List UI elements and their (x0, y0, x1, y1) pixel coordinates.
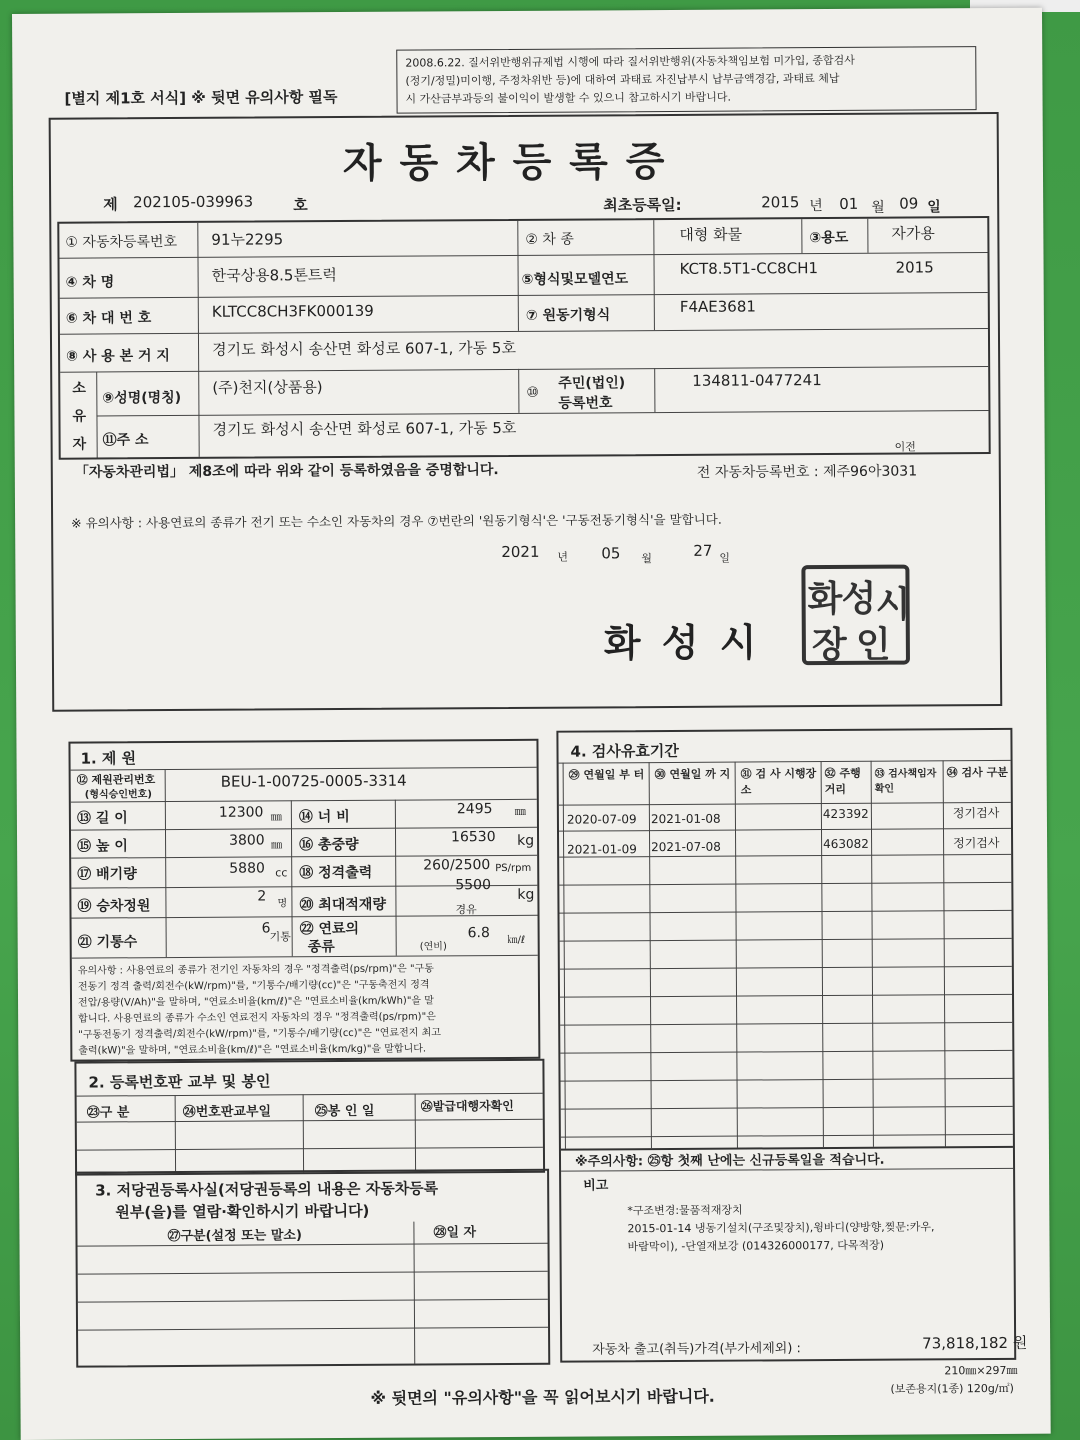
row-divider (77, 1119, 543, 1123)
owner-label-2: 유 (72, 408, 87, 425)
row-divider (77, 1147, 543, 1151)
col-divider (653, 220, 655, 330)
issue-year-unit: 년 (557, 550, 569, 564)
col-divider (415, 1094, 416, 1172)
value-engine: F4AE3681 (679, 297, 756, 316)
spec-note-4: 합니다. 사용연료의 종류가 수소인 연료전지 자동차의 경우 "정격출력(ps/rpm)"은 (78, 1011, 436, 1025)
value-length: 12300 (218, 804, 264, 821)
first-reg-day: 09 (899, 194, 919, 213)
label-efficiency: (연비) (419, 941, 447, 953)
col-divider (735, 762, 738, 1148)
mortgage-title-1: 3. 저당권등록사실(저당권등록의 내용은 자동차등록 (95, 1179, 439, 1200)
reg-no-suffix: 호 (293, 196, 308, 215)
unit-efficiency: ㎞/ℓ (507, 934, 526, 946)
inspection-header-kind: ㉞ 검사 구분 (946, 765, 1008, 780)
seal-char: 인 (855, 624, 891, 666)
inspection-table (556, 728, 1028, 1363)
issue-day-unit: 일 (719, 551, 731, 565)
prev-reg-no: 전 자동차등록번호 : 제주96아3031 (696, 463, 918, 481)
row-divider (78, 1243, 548, 1247)
price-value: 73,818,182 원 (922, 1333, 1028, 1353)
col-divider (517, 221, 519, 331)
warning-line-3: 시 가산금부과등의 불이익이 발생할 수 있으니 참고하시기 바랍니다. (405, 90, 732, 106)
label-vin: ⑥ 차 대 번 호 (65, 310, 152, 327)
label-reg-no: ① 자동차등록번호 (65, 233, 178, 251)
value-owner-address: 경기도 화성시 송산면 화성로 607-1, 가동 5호 (212, 418, 517, 439)
label-length: ⑬ 길 이 (76, 810, 128, 827)
label-engine: ⑦ 원동기형식 (525, 307, 611, 324)
inspection-row-1-kind: 정기검사 (952, 805, 1000, 821)
caution-text: ※ 유의사항 : 사용연료의 종류가 전기 또는 수소인 자동차의 경우 ⑦번란의 '원동기형식'은 '구동전동기형식'을 말합니다. (71, 511, 722, 531)
inspection-row-2-km: 463082 (823, 836, 869, 852)
value-gross: 16530 (450, 829, 496, 846)
value-power: 260/2500 (423, 857, 491, 874)
plate-table (74, 1059, 545, 1176)
warning-line-1: 2008.6.22. 질서위반행위규제법 시행에 따라 질서위반행위(자동차책임보험 미가입, 종합검사 (405, 53, 855, 70)
row-divider (72, 955, 538, 959)
spec-section-title: 1. 제 원 (80, 749, 137, 768)
label-owner-name: ⑨성명(명칭) (102, 389, 182, 407)
remarks-label: 비고 (583, 1178, 609, 1194)
col-divider (563, 763, 566, 1149)
label-corp-no-num: ⑩ (526, 384, 539, 401)
value-reg-no: 91누2295 (211, 230, 284, 249)
inspection-row-2-kind: 정기검사 (953, 835, 1000, 851)
value-cylinders: 6 (261, 920, 271, 937)
value-car-type: 대형 화물 (679, 225, 743, 244)
read-back-notice: ※ 뒷면의 "유의사항"을 꼭 읽어보시기 바랍니다. (370, 1386, 715, 1408)
inspection-row-1-km: 423392 (822, 806, 869, 822)
value-car-name: 한국상용8.5톤트럭 (211, 266, 337, 285)
mortgage-header-date: ㉘일 자 (433, 1225, 477, 1241)
label-corp-no-1: 주민(법인) (558, 375, 626, 392)
price-label: 자동차 출고(취득)가격(부가세제외) : (592, 1341, 801, 1358)
warning-box (396, 46, 976, 114)
inspection-header-mileage: ㉜ 주행 거리 (824, 766, 861, 797)
first-reg-month-unit: 월 (871, 199, 885, 216)
seal-char: 장 (811, 624, 847, 667)
value-base-location: 경기도 화성시 송산면 화성로 607-1, 가동 5호 (211, 338, 516, 359)
spec-note-5: "구동전동기 정격출력/회전수(kW/rpm)"를, "기통수/배기량(cc)"은 "연료전지 최고 (78, 1027, 441, 1041)
value-owner-name: (주)천지(상품용) (212, 378, 323, 397)
unit-seats: 명 (277, 898, 288, 910)
inspection-row-1-from: 2020-07-09 (566, 812, 637, 827)
label-mgmt-no: ⑫ 제원관리번호 (76, 773, 156, 787)
first-reg-year-unit: 년 (809, 198, 823, 215)
label-gross: ⑯ 총중량 (299, 836, 359, 854)
value-seats: 2 (257, 888, 267, 905)
label-seats: ⑲ 승차정원 (77, 898, 151, 915)
plate-header-seal-date: ㉕봉 인 일 (314, 1103, 375, 1120)
row-divider (78, 1299, 548, 1303)
col-divider (654, 368, 655, 412)
value-displacement: 5880 (229, 860, 265, 877)
label-car-name: ④ 차 명 (65, 274, 115, 291)
plate-header-issue-date: ㉔번호판교부일 (182, 1104, 272, 1120)
unit-height: ㎜ (271, 838, 283, 852)
seal-char: 화 (807, 578, 843, 621)
spec-note-6: 출력(kW)"을 말하며, "연료소비율(km/ℓ)"은 "연료소비율(km/kg)"을 말합니다. (78, 1043, 427, 1057)
plate-header-agent: ㉖발급대행자확인 (420, 1098, 514, 1114)
label-model: ⑤형식및모델연도 (521, 271, 629, 288)
reg-no-prefix: 제 (103, 195, 118, 214)
spec-note-2: 전동기 정격 출력/회전수(kW/rpm)"를, "기통수/배기량(cc)"은 "구동축전지 정격 (77, 979, 430, 993)
first-reg-day-unit: 일 (927, 199, 941, 216)
row-divider (96, 410, 988, 416)
mortgage-title-2: 원부(을)를 열람·확인하시기 바랍니다) (115, 1201, 370, 1222)
inspection-row-2-from: 2021-01-09 (567, 842, 637, 857)
value-corp-no: 134811-0477241 (692, 371, 822, 390)
mortgage-header-type: ㉗구분(설정 또는 말소) (167, 1228, 302, 1245)
label-corp-no-2: 등록번호 (558, 395, 613, 412)
label-base-location: ⑧ 사 용 본 거 지 (66, 348, 170, 365)
paper-size: 210㎜×297㎜ (944, 1363, 1018, 1378)
remarks-line-1: *구조변경:물품적재장치 (627, 1203, 743, 1218)
first-reg-year: 2015 (761, 193, 800, 212)
col-divider (303, 1094, 304, 1172)
col-divider (867, 219, 868, 253)
row-divider (78, 1271, 548, 1275)
warning-line-2: (정기/정밀)미이행, 주정차위반 등)에 대하여 과태료 자진납부시 납부금액경감, 과태료 체납 (405, 71, 840, 88)
col-divider (291, 800, 293, 956)
label-mgmt-no-2: (형식승인번호) (84, 789, 152, 801)
issue-year: 2021 (501, 542, 540, 562)
inspection-header-from: ㉙ 연월일 부 터 (568, 768, 645, 782)
col-divider (518, 369, 519, 413)
unit-displacement: cc (275, 866, 288, 880)
label-width: ⑭ 너 비 (298, 808, 350, 826)
plate-header-category: ㉓구 분 (86, 1105, 130, 1121)
label-power: ⑱ 정격출력 (299, 864, 373, 882)
value-model-year: 2015 (895, 258, 934, 277)
vehicle-info-table (57, 216, 990, 460)
row-divider (60, 366, 988, 373)
unit-length: ㎜ (270, 810, 282, 824)
col-divider (871, 761, 874, 1147)
unit-gross: kg (517, 832, 535, 849)
row-divider (77, 1093, 543, 1097)
inspection-section-title: 4. 검사유효기간 (570, 741, 679, 761)
owner-label-3: 자 (72, 436, 87, 453)
remarks-line-3: 바람막이), -단열재보강 (014326000177, 다목적장) (627, 1238, 885, 1254)
seal-char: 시 (875, 584, 911, 626)
inspection-header-to: ㉚ 연월일 까 지 (654, 767, 731, 782)
official-seal (801, 565, 910, 666)
value-usage: 자가용 (891, 224, 935, 243)
label-car-type: ② 차 종 (525, 231, 574, 248)
row-divider (71, 767, 537, 771)
form-label: [별지 제1호 서식] ※ 뒷면 유의사항 필독 (64, 88, 338, 108)
value-width: 2495 (456, 801, 493, 818)
value-efficiency: 6.8 (467, 925, 490, 942)
label-fuel-2: 종류 (307, 939, 335, 956)
value-model: KCT8.5T1-CC8CH1 (679, 259, 819, 278)
unit-max-load: kg (517, 886, 535, 903)
spec-table (68, 739, 540, 1062)
unit-cylinders: 기통 (269, 930, 291, 944)
seal-char: 성 (841, 578, 877, 620)
document-title: 자 동 차 등 록 증 (342, 139, 667, 187)
row-divider (60, 328, 988, 335)
reg-no: 202105-039963 (133, 192, 254, 212)
label-cylinders: ㉑ 기통수 (77, 934, 138, 951)
plate-section-title: 2. 등록번호판 교부 및 봉인 (88, 1072, 271, 1092)
label-usage: ③용도 (809, 229, 849, 247)
row-divider (78, 1327, 548, 1331)
issue-day: 27 (693, 541, 713, 560)
inspection-note: ※주의사항: ㉕항 첫째 난에는 신규등록일을 적습니다. (574, 1152, 885, 1170)
owner-label-1: 소 (72, 380, 86, 397)
registration-certificate (12, 8, 1051, 1440)
row-divider (59, 252, 987, 259)
paper-type: (보존용지(1종) 120g/㎡) (890, 1381, 1014, 1396)
label-fuel: ㉒ 연료의 (299, 920, 360, 938)
certify-statement: 「자동차관리법」 제8조에 따라 위와 같이 등록하였음을 증명합니다. (74, 462, 499, 481)
col-divider (943, 760, 946, 1146)
issuer-name: 화 성 시 (603, 620, 761, 666)
first-reg-month: 01 (839, 194, 859, 213)
row-divider (60, 292, 988, 299)
label-owner-address: ⑪주 소 (102, 432, 149, 449)
value-vin: KLTCC8CH3FK000139 (211, 301, 374, 321)
mortgage-table (75, 1169, 550, 1368)
remarks-line-2: 2015-01-14 냉동기설치(구조및장치),윙바디(양방향,찢문:카우, (627, 1220, 935, 1236)
label-height: ⑮ 높 이 (77, 838, 128, 855)
inspection-row-2-to: 2021-07-08 (651, 839, 721, 855)
value-mgmt-no: BEU-1-00725-0005-3314 (220, 771, 407, 791)
unit-width: ㎜ (514, 804, 526, 818)
value-fuel: 경유 (455, 903, 477, 917)
prev-label: 이전 (894, 440, 916, 454)
inspection-row-1-to: 2021-01-08 (650, 811, 721, 827)
issue-month-unit: 월 (641, 552, 653, 566)
value-max-load: 5500 (455, 877, 492, 894)
inspection-header-place: ㉛ 검 사 시행장소 (740, 767, 817, 797)
col-divider (175, 1095, 176, 1173)
first-reg-label: 최초등록일: (603, 195, 682, 215)
inspection-header-sign: ㉝ 검사책임자 확인 (874, 768, 937, 795)
col-divider (801, 219, 802, 253)
col-divider (165, 769, 167, 957)
spec-note-1: 유의사항 : 사용연료의 종류가 전기인 자동차의 경우 "정격출력(ps/rpm)"은 "구동 (77, 963, 434, 977)
value-height: 3800 (229, 832, 265, 849)
col-divider (395, 800, 397, 956)
spec-note-3: 전압/용량(V/Ah)"을 말하며, "연료소비율(km/ℓ)"은 "연료소비율(km/kWh)"을 말 (78, 995, 434, 1009)
issue-month: 05 (601, 544, 621, 563)
label-max-load: ⑳ 최대적재량 (299, 896, 386, 914)
unit-power: PS/rpm (495, 862, 532, 875)
label-displacement: ⑰ 배기량 (77, 866, 137, 883)
